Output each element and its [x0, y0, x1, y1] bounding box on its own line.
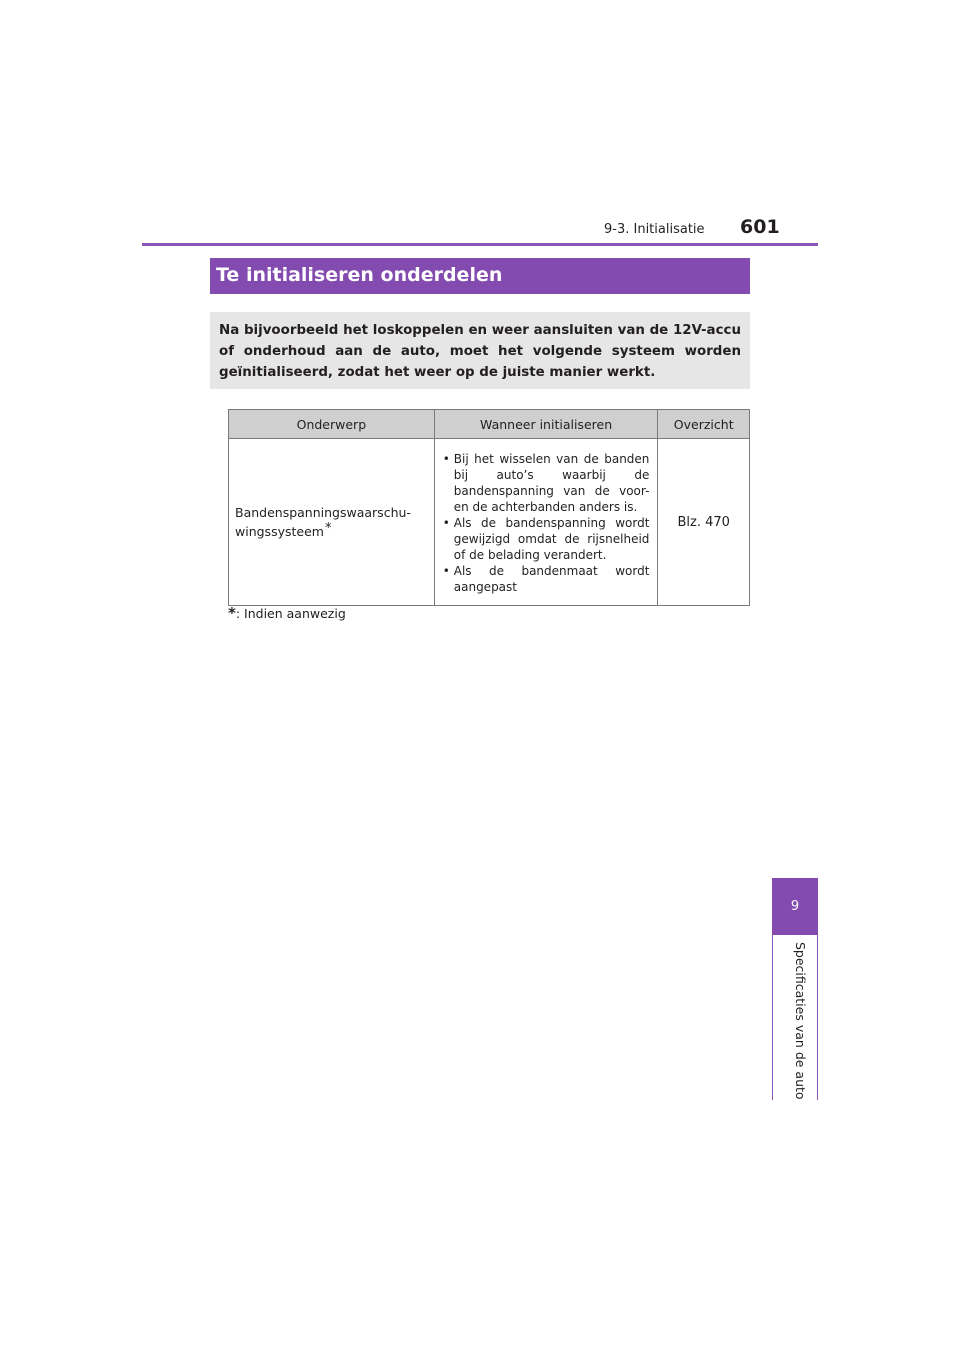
page-number: 601: [740, 216, 780, 238]
column-header-when: Wanneer initialiseren: [434, 410, 658, 439]
table-header-row: [229, 410, 750, 439]
subject-line-2: wingssysteem: [235, 523, 324, 539]
cell-subject: [229, 439, 435, 606]
footnote-text: : Indien aanwezig: [235, 606, 346, 621]
initialization-table: [228, 409, 750, 606]
when-item: • Als de bandenmaat wordt aangepast: [443, 563, 650, 595]
intro-text: Na bijvoorbeeld het loskoppelen en weer aansluiten van de 12V-accu of onderhoud aan de auto, moet het volgende systeem worden geïnitialiseerd, zodat het weer op de juiste manier werkt.: [210, 312, 750, 389]
header-section-title: 9-3. Initialisatie: [604, 222, 705, 237]
column-header-overview: Overzicht: [658, 410, 750, 439]
when-item: • Bij het wisselen van de banden bij auto’s waarbij de bandenspanning van de voor- en de achterbanden anders is.: [443, 451, 650, 515]
cell-overview-page-ref[interactable]: Blz. 470: [658, 439, 750, 606]
header-rule: [142, 243, 818, 246]
footnote-mark: *: [228, 604, 236, 622]
when-item: • Als de bandenspanning wordt gewijzigd omdat de rijsnelheid of de belading verandert.: [443, 515, 650, 563]
footnote: [228, 604, 346, 622]
column-header-subject: Onderwerp: [229, 410, 435, 439]
cell-when: [434, 439, 658, 606]
subject-line-1: Bandenspanningswaarschu-: [235, 504, 411, 520]
when-list: [443, 451, 650, 595]
chapter-tab-number: 9: [772, 878, 818, 935]
table-row: [229, 439, 750, 606]
asterisk-mark: *: [324, 520, 332, 536]
section-title: Te initialiseren onderdelen: [210, 258, 750, 294]
chapter-tab-label: Specificaties van de auto: [793, 942, 808, 1100]
